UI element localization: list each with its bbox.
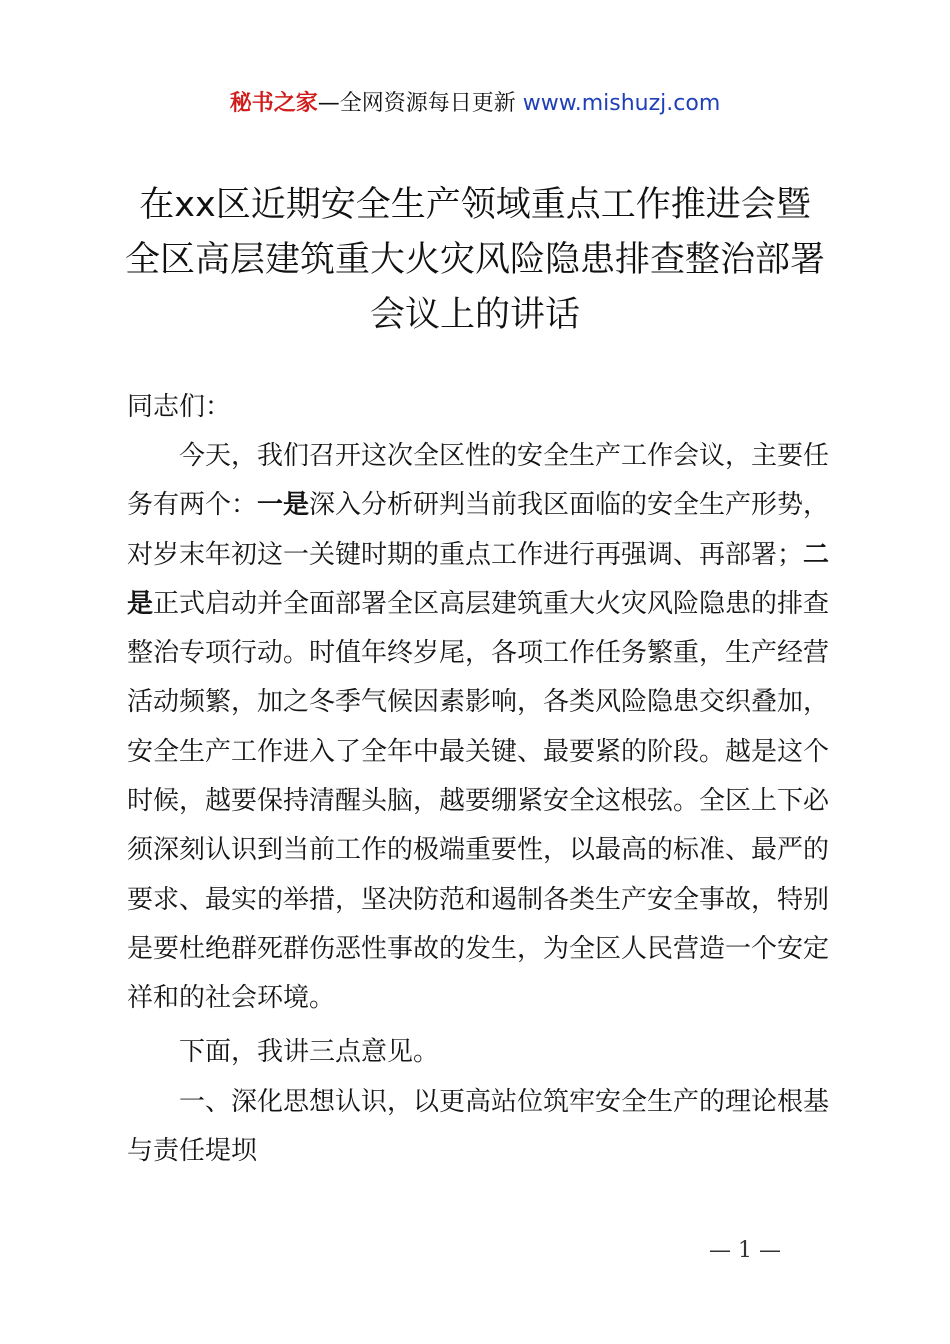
paragraph-opening (127, 432, 837, 1024)
paragraph-line: 下面，我讲三点意见。 (179, 1037, 440, 1067)
site-banner (0, 86, 950, 122)
emphasis-text: 二 (803, 539, 830, 570)
text-run: 务有两个： (127, 490, 258, 521)
title-line: 在xx区近期安全生产领域重点工作推进会暨 (139, 185, 811, 225)
heading-line: 一、深化思想认识，以更高站位筑牢安全生产的理论根基 (179, 1087, 830, 1117)
heading-line: 与责任堤坝 (127, 1136, 258, 1167)
banner-tagline: —全网资源每日更新 (317, 91, 516, 116)
emphasis-text: 一是 (257, 490, 310, 521)
banner-url-link[interactable]: www.mishuzj.com (515, 91, 721, 116)
text-run: 对岁末年初这一关键时期的重点工作进行再强调、再部署； (127, 539, 804, 570)
paragraph-line: 是要杜绝群死群伤恶性事故的发生，为全区人民营造一个安定 (127, 933, 830, 964)
salutation (127, 383, 837, 432)
paragraph-line: 活动频繁，加之冬季气候因素影响，各类风险隐患交织叠加， (127, 687, 830, 718)
section-heading (127, 1078, 837, 1177)
text-run: 正式启动并全面部署全区高层建筑重大火灾风险隐患的排查 (153, 588, 830, 619)
paragraph-line: 安全生产工作进入了全年中最关键、最要紧的阶段。越是这个 (127, 736, 830, 767)
paragraph-line: 时候，越要保持清醒头脑，越要绷紧安全这根弦。全区上下必 (127, 786, 830, 817)
paragraph-line: 须深刻认识到当前工作的极端重要性，以最高的标准、最严的 (127, 835, 830, 866)
salutation-text: 同志们： (127, 392, 232, 422)
title-line: 全区高层建筑重大火灾风险隐患排查整治部署 (124, 240, 825, 280)
paragraph-line (127, 580, 837, 629)
banner-brand: 秘书之家 (229, 91, 318, 116)
paragraph-line: 今天，我们召开这次全区性的安全生产工作会议，主要任 (179, 441, 830, 471)
emphasis-text: 是 (127, 588, 154, 619)
paragraph-line (127, 481, 837, 530)
document-title (110, 178, 840, 343)
text-run: 深入分析研判当前我区面临的安全生产形势， (309, 490, 830, 521)
page-number: — 1 — (709, 1238, 781, 1263)
paragraph-line: 整治专项行动。时值年终岁尾，各项工作任务繁重，生产经营 (127, 638, 830, 669)
paragraph-transition (127, 1028, 837, 1077)
paragraph-line: 祥和的社会环境。 (127, 983, 336, 1014)
paragraph-line (127, 531, 837, 580)
paragraph-line: 要求、最实的举措，坚决防范和遏制各类生产安全事故，特别 (127, 884, 830, 915)
title-line: 会议上的讲话 (369, 295, 580, 335)
